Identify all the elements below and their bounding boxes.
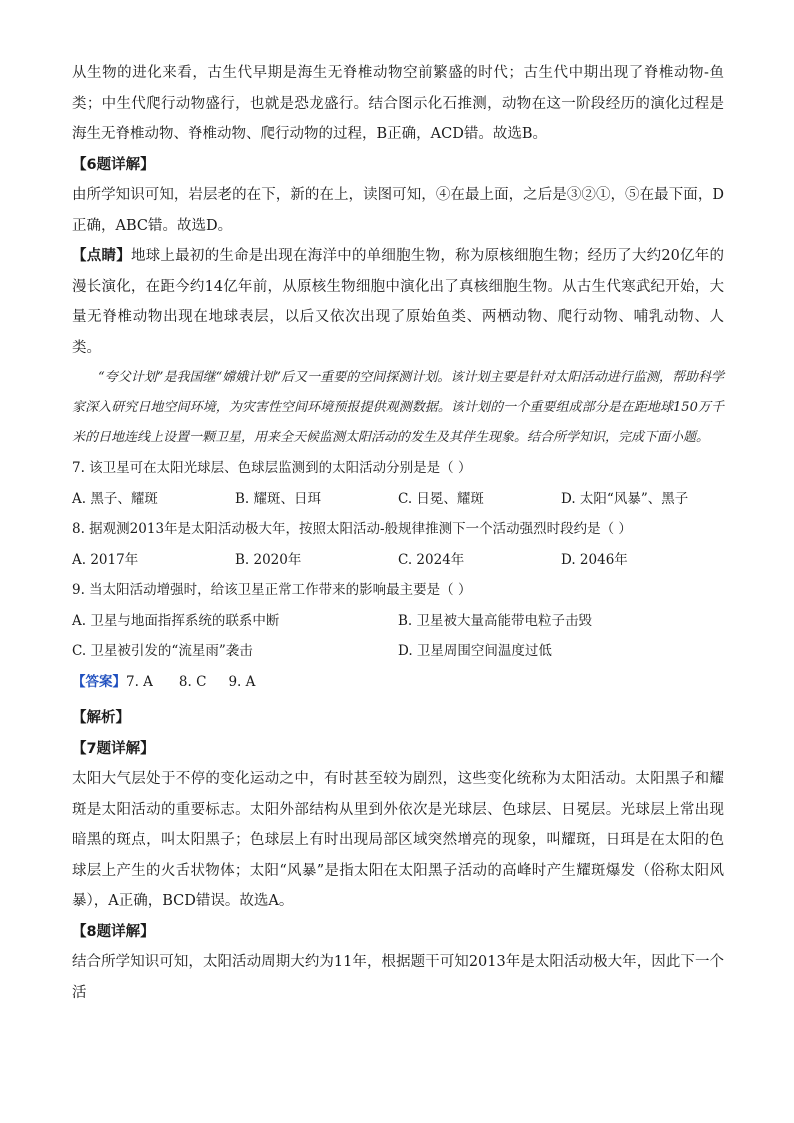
answer-label: 【答案】 — [72, 673, 126, 690]
answer-9: 9. A — [228, 673, 256, 690]
option-9d: D. 卫星周围空间温度过低 — [398, 643, 552, 659]
answer-8: 8. C — [178, 673, 207, 690]
option-7c: C. 日冕、耀斑 — [398, 490, 484, 507]
question-7: 7. 该卫星可在太阳光球层、色球层监测到的太阳活动分别是是（ ） — [72, 460, 472, 476]
paragraph-q8-detail: 结合所学知识可知，太阳活动周期大约为11年，根据题干可知2013年是太阳活动极大年，因此下一个活 — [72, 954, 724, 1001]
option-9a: A. 卫星与地面指挥系统的联系中断 — [72, 612, 280, 629]
analysis-label: 【解析】 — [72, 710, 130, 726]
heading-q7-detail: 【7题详解】 — [72, 740, 155, 757]
document-page — [72, 58, 724, 1008]
dianjing-label: 【点睛】 — [72, 248, 131, 264]
option-8c: C. 2024年 — [398, 551, 465, 568]
option-7a: A. 黑子、耀斑 — [72, 490, 158, 507]
paragraph-q6-detail: 由所学知识可知，岩层老的在下，新的在上，读图可知，④在最上面，之后是③②①，⑤在最下面，D正确，ABC错。故选D。 — [72, 187, 724, 234]
option-8b: B. 2020年 — [235, 551, 302, 568]
answer-line — [72, 667, 724, 698]
paragraph-q7-detail: 太阳大气层处于不停的变化运动之中，有时甚至较为剧烈，这些变化统称为太阳活动。太阳黑子和耀斑是太阳活动的重要标志。太阳外部结构从里到外依次是光球层、色球层、日冕层。光球层上常出现暗黑的斑点，叫太阳黑子；色球层上有时出现局部区域突然增亮的现象，叫耀斑，日珥是在太阳的色球层上产生的火舌状物体；太阳“风暴”是指太阳在太阳黑子活动的高峰时产生耀斑爆发（俗称太阳风暴），A正确，BCD错误。故选A。 — [72, 771, 724, 909]
heading-q6-detail: 【6题详解】 — [72, 156, 155, 173]
question-9: 9. 当太阳活动增强时，给该卫星正常工作带来的影响最主要是（ ） — [72, 582, 472, 598]
question-9-options-row1 — [72, 606, 724, 637]
paragraph-dianjing — [72, 241, 724, 363]
dianjing-text: 地球上最初的生命是出现在海洋中的单细胞生物，称为原核细胞生物；经历了大约20亿年的漫长演化，在距今约14亿年前，从原核生物细胞中演化出了真核细胞生物。从古生代寒武纪开始，大量无脊椎动物出现在地球表层，以后又依次出现了原始鱼类、两栖动物、爬行动物、哺乳动物、人类。 — [72, 248, 724, 356]
option-8a: A. 2017年 — [72, 551, 139, 568]
option-8d: D. 2046年 — [561, 551, 628, 568]
paragraph-evolution: 从生物的进化来看，古生代早期是海生无脊椎动物空前繁盛的时代；古生代中期出现了脊椎动物-鱼类；中生代爬行动物盛行，也就是恐龙盛行。结合图示化石推测，动物在这一阶段经历的演化过程是海生无脊椎动物、脊椎动物、爬行动物的过程，B正确，ACD错。故选B。 — [72, 65, 724, 142]
question-7-options — [72, 484, 724, 515]
option-7b: B. 耀斑、日珥 — [235, 490, 322, 507]
question-8-options — [72, 545, 724, 576]
question-9-options-row2 — [72, 636, 724, 667]
option-9c: C. 卫星被引发的“流星雨”袭击 — [72, 643, 253, 659]
question-8: 8. 据观测2013年是太阳活动极大年，按照太阳活动-般规律推测下一个活动强烈时段约是（ ） — [72, 521, 632, 537]
heading-q8-detail: 【8题详解】 — [72, 923, 155, 940]
question-stem: “夸父计划”是我国继“嫦娥计划”后又一重要的空间探测计划。该计划主要是针对太阳活动进行监测，帮助科学家深入研究日地空间环境，为灾害性空间环境预报提供观测数据。该计划的一个重要组成部分是在距地球150万千米的日地连线上设置一颗卫星，用来全天候监测太阳活动的发生及其伴生现象。结合所学知识，完成下面小题。 — [72, 370, 724, 445]
option-9b: B. 卫星被大量高能带电粒子击毁 — [398, 612, 593, 629]
answer-7: 7. A — [126, 673, 153, 690]
option-7d: D. 太阳“风暴”、黑子 — [561, 490, 689, 507]
